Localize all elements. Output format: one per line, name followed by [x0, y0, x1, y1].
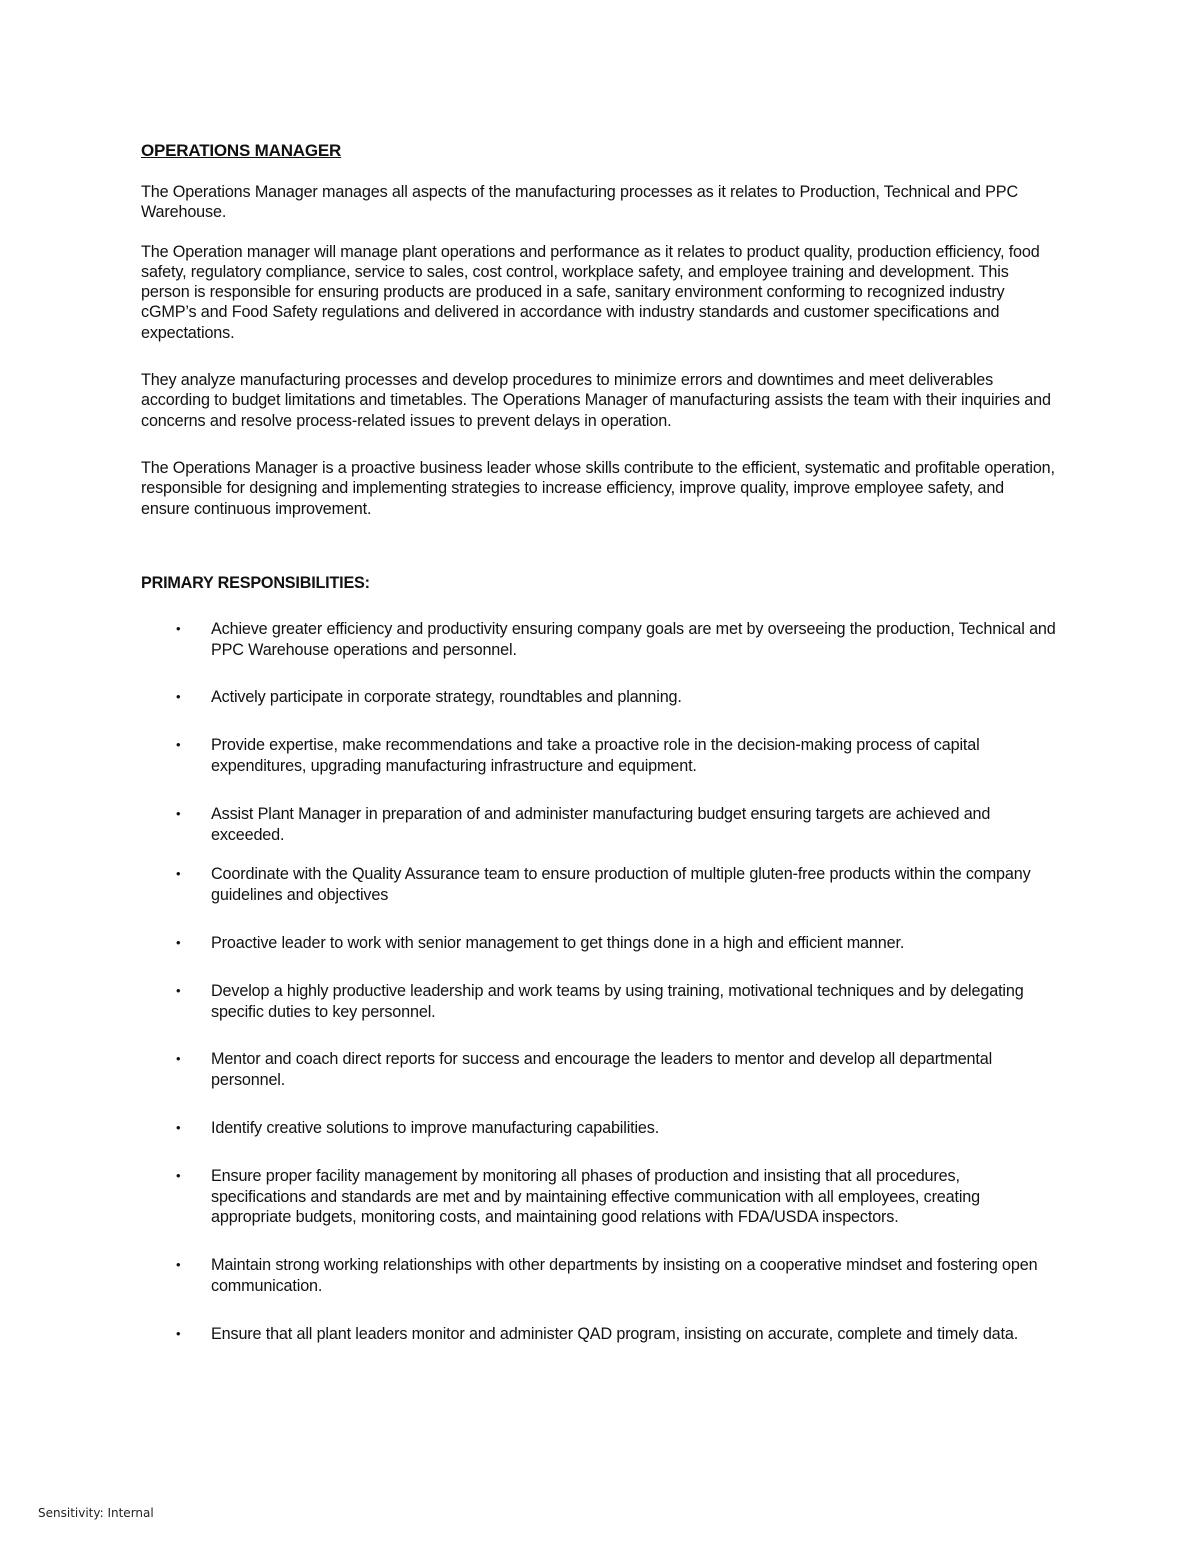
intro-paragraph: The Operations Manager manages all aspects of the manufacturing processes as it relates to Production, Technical and PPC Warehouse.	[141, 183, 1018, 222]
list-item-text: Proactive leader to work with senior management to get things done in a high and efficient manner.	[211, 934, 905, 953]
responsibilities-list	[141, 619, 1056, 1345]
bullet-icon: •	[176, 1120, 181, 1136]
list-item-text: Coordinate with the Quality Assurance team to ensure production of multiple gluten-free products within the company guidelines and objectives	[211, 865, 1031, 905]
list-item-text: Maintain strong working relationships with other departments by insisting on a cooperative mindset and fostering open communication.	[211, 1256, 1038, 1295]
document-title: OPERATIONS MANAGER	[141, 141, 342, 160]
responsibilities-heading: PRIMARY RESPONSIBILITIES:	[141, 573, 370, 592]
bullet-icon: •	[176, 982, 181, 998]
list-item-text: Ensure proper facility management by monitoring all phases of production and insisting that all procedures, specifications and standards are met and by maintaining effective communication with all employees, creating appropriate budgets, monitoring costs, and maintaining good relations with FDA/USDA inspectors.	[211, 1166, 981, 1227]
list-item	[141, 1049, 1056, 1091]
list-item-text: Provide expertise, make recommendations and take a proactive role in the decision-making process of capital expenditures, upgrading manufacturing infrastructure and equipment.	[211, 736, 980, 776]
list-item-text: Achieve greater efficiency and productivity ensuring company goals are met by overseeing the production, Technical and PPC Warehouse operations and personnel.	[211, 619, 1056, 659]
list-item	[141, 864, 1056, 906]
list-item	[141, 804, 1056, 846]
bullet-icon: •	[176, 737, 181, 753]
bullet-icon: •	[176, 866, 181, 882]
list-item	[141, 619, 1056, 661]
list-item-text: Mentor and coach direct reports for success and encourage the leaders to mentor and develop all departmental personnel.	[211, 1050, 993, 1090]
role-paragraph: The Operation manager will manage plant operations and performance as it relates to product quality, production efficiency, food safety, regulatory compliance, service to sales, cost control, workplace safety, and employee training and development. This person is responsible for ensuring products are produced in a safe, sanitary environment conforming to recognized industry cGMP’s and Food Safety regulations and delivered in accordance with industry standards and customer specifications and expectations.	[141, 242, 1040, 342]
bullet-icon: •	[176, 689, 181, 705]
list-item	[141, 1166, 1056, 1228]
bullet-icon: •	[176, 1051, 181, 1067]
list-item-text: Assist Plant Manager in preparation of and administer manufacturing budget ensuring targets are achieved and exceeded.	[211, 804, 991, 844]
document-body	[141, 140, 1056, 1372]
leadership-paragraph: The Operations Manager is a proactive business leader whose skills contribute to the efficient, systematic and profitable operation, responsible for designing and implementing strategies to increase efficiency, improve quality, improve employee safety, and ensure continuous improvement.	[141, 458, 1055, 518]
bullet-icon: •	[176, 620, 181, 636]
analysis-paragraph: They analyze manufacturing processes and develop procedures to minimize errors and downtimes and meet deliverables according to budget limitations and timetables. The Operations Manager of manufacturing assists the team with their inquiries and concerns and resolve process-related issues to prevent delays in operation.	[141, 371, 1051, 430]
bullet-icon: •	[176, 1257, 181, 1273]
list-item-text: Ensure that all plant leaders monitor and administer QAD program, insisting on accurate, complete and timely data.	[211, 1324, 1019, 1343]
list-item	[141, 687, 1056, 708]
list-item-text: Identify creative solutions to improve manufacturing capabilities.	[211, 1119, 660, 1138]
list-item	[141, 1255, 1056, 1297]
list-item	[141, 933, 1056, 954]
list-item-text: Actively participate in corporate strategy, roundtables and planning.	[211, 688, 682, 707]
list-item	[141, 1118, 1056, 1139]
bullet-icon: •	[176, 935, 181, 951]
list-item	[141, 735, 1056, 777]
list-item-text: Develop a highly productive leadership and work teams by using training, motivational techniques and by delegating specific duties to key personnel.	[211, 981, 1024, 1021]
bullet-icon: •	[176, 805, 181, 821]
list-item	[141, 1324, 1056, 1345]
bullet-icon: •	[176, 1167, 181, 1183]
bullet-icon: •	[176, 1325, 181, 1341]
sensitivity-label: Sensitivity: Internal	[38, 1506, 154, 1520]
list-item	[141, 981, 1056, 1023]
